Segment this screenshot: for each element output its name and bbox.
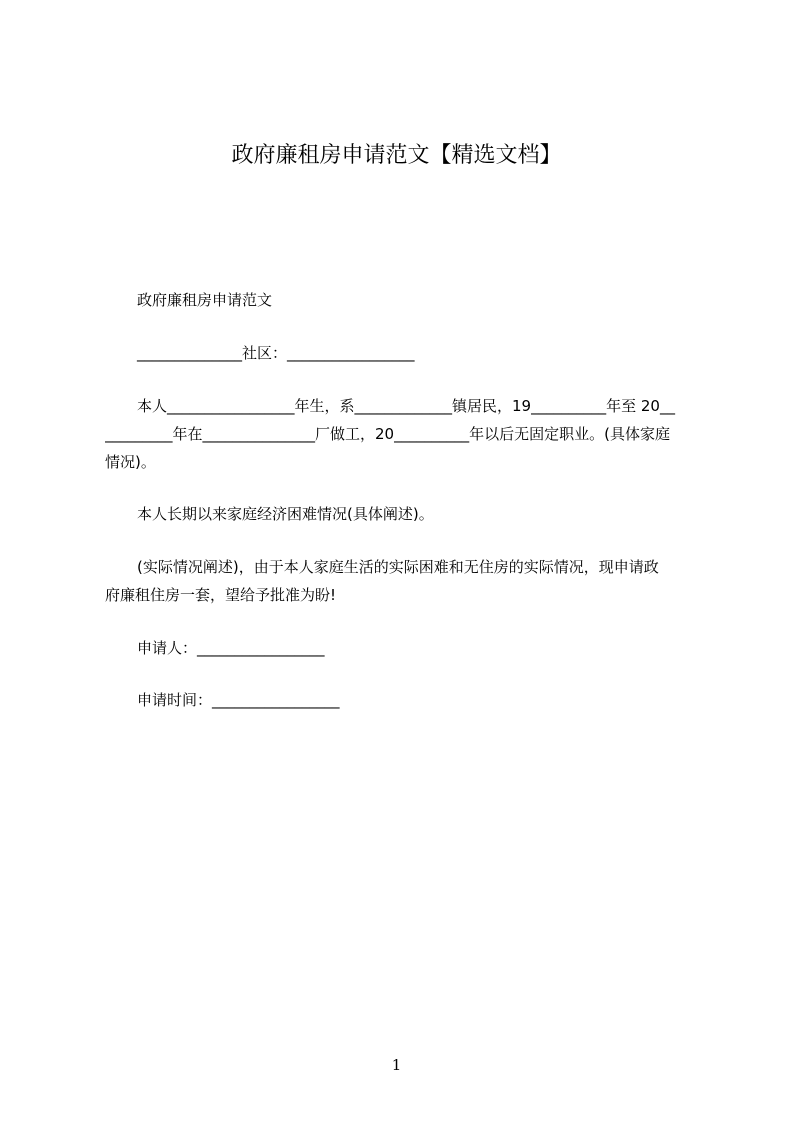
page-number: 1 <box>391 1056 402 1074</box>
document-subtitle: 政府廉租房申请范文 <box>137 291 273 309</box>
intro-line-2: _________年在_______________厂做工，20__________年以后无固定职业。(具体家庭 <box>105 425 670 443</box>
document-body <box>105 286 698 714</box>
intro-line-3: 情况)。 <box>105 453 156 471</box>
hardship-paragraph: 本人长期以来家庭经济困难情况(具体阐述)。 <box>137 505 434 523</box>
apply-time-line: 申请时间：_________________ <box>137 691 340 709</box>
request-line-1: (实际情况阐述)，由于本人家庭生活的实际困难和无住房的实际情况，现申请政 <box>137 558 659 576</box>
intro-paragraph <box>105 392 698 476</box>
request-paragraph <box>105 553 698 609</box>
request-line-2: 府廉租住房一套，望给予批准为盼! <box>105 586 337 604</box>
page-title: 政府廉租房申请范文【精选文档】 <box>231 143 562 168</box>
applicant-line: 申请人：_________________ <box>137 639 325 657</box>
community-line: ______________社区：_________________ <box>137 344 415 362</box>
intro-line-1: 本人_________________年生，系_____________镇居民，19__________年至 20__ <box>137 397 675 415</box>
